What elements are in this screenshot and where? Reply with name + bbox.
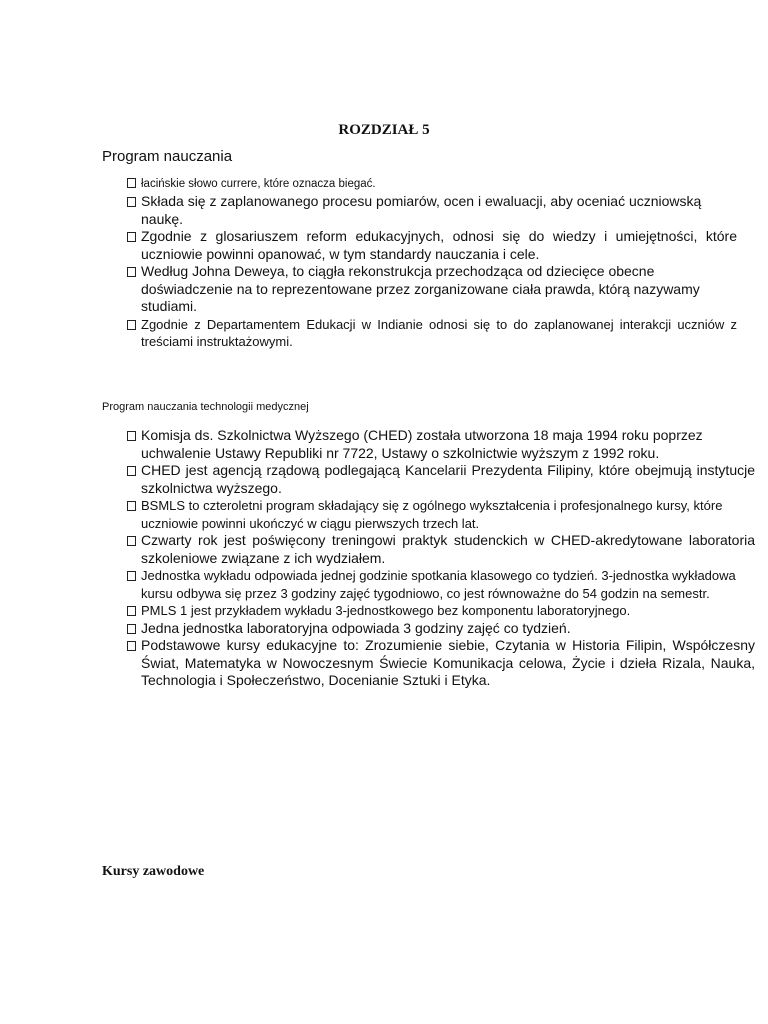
chapter-title: ROZDZIAŁ 5 bbox=[338, 122, 430, 138]
list-item: Komisja ds. Szkolnictwa Wyższego (CHED) została utworzona 18 maja 1994 roku poprzez uchwalenie Ustawy Republiki nr 7722, Ustawy o szkolnictwie wyższym z 1992 roku. bbox=[127, 427, 755, 462]
list-item: Składa się z zaplanowanego procesu pomiarów, ocen i ewaluacji, aby oceniać uczniowską naukę. bbox=[127, 193, 737, 228]
list-item: Czwarty rok jest poświęcony treningowi praktyk studenckich w CHED-akredytowane laboratoria szkoleniowe związane z ich wydziałem. bbox=[127, 532, 755, 567]
section-heading-medtech: Program nauczania technologii medycznej bbox=[102, 401, 309, 413]
bullet-icon bbox=[127, 232, 136, 242]
bullet-icon bbox=[127, 431, 136, 441]
bullet-icon bbox=[127, 624, 136, 634]
list-item: BSMLS to czteroletni program składający się z ogólnego wykształcenia i profesjonalnego kursy, które uczniowie powinni ukończyć w ciągu pierwszych trzech lat. bbox=[127, 497, 755, 532]
bullet-icon bbox=[127, 501, 136, 511]
list-item: Jedna jednostka laboratoryjna odpowiada 3 godziny zajęć co tydzień. bbox=[127, 620, 755, 638]
list-item: Jednostka wykładu odpowiada jednej godzinie spotkania klasowego co tydzień. 3-jednostka wykładowa kursu odbywa się przez 3 godziny zajęć tygodniowo, co jest równoważne do 54 godzin na semestr. bbox=[127, 567, 755, 602]
list-item: Podstawowe kursy edukacyjne to: Zrozumienie siebie, Czytania w Historia Filipin, Współczesny Świat, Matematyka w Nowoczesnym Świecie Komunikacja celowa, Życie i dzieła Rizala, Nauka, Technologia i Społeczeństwo, Docenianie Sztuki i Etyka. bbox=[127, 637, 755, 690]
bullet-icon bbox=[127, 466, 136, 476]
bullet-icon bbox=[127, 178, 136, 188]
curriculum-definition-list bbox=[127, 176, 737, 351]
bullet-icon bbox=[127, 606, 136, 616]
bullet-icon bbox=[127, 641, 136, 651]
bullet-icon bbox=[127, 197, 136, 207]
section-heading-professional-courses: Kursy zawodowe bbox=[102, 864, 205, 879]
list-item: CHED jest agencją rządową podlegającą Kancelarii Prezydenta Filipiny, które obejmują instytucje szkolnictwa wyższego. bbox=[127, 462, 755, 497]
list-item: łacińskie słowo currere, które oznacza biegać. bbox=[127, 176, 737, 193]
section-heading-curriculum: Program nauczania bbox=[102, 148, 233, 165]
list-item: Zgodnie z Departamentem Edukacji w Indianie odnosi się to do zaplanowanej interakcji uczniów z treściami instruktażowymi. bbox=[127, 316, 737, 351]
bullet-icon bbox=[127, 536, 136, 546]
list-item: Zgodnie z glosariuszem reform edukacyjnych, odnosi się do wiedzy i umiejętności, które uczniowie powinni opanować, w tym standardy nauczania i cele. bbox=[127, 228, 737, 263]
bullet-icon bbox=[127, 571, 136, 581]
list-item: Według Johna Deweya, to ciągła rekonstrukcja przechodząca od dziecięce obecne doświadczenie na to reprezentowane przez zorganizowane ciała prawda, którą nazywamy studiami. bbox=[127, 263, 737, 316]
bullet-icon bbox=[127, 320, 136, 330]
bullet-icon bbox=[127, 267, 136, 277]
list-item: PMLS 1 jest przykładem wykładu 3-jednostkowego bez komponentu laboratoryjnego. bbox=[127, 602, 755, 620]
medtech-curriculum-list bbox=[127, 427, 755, 690]
